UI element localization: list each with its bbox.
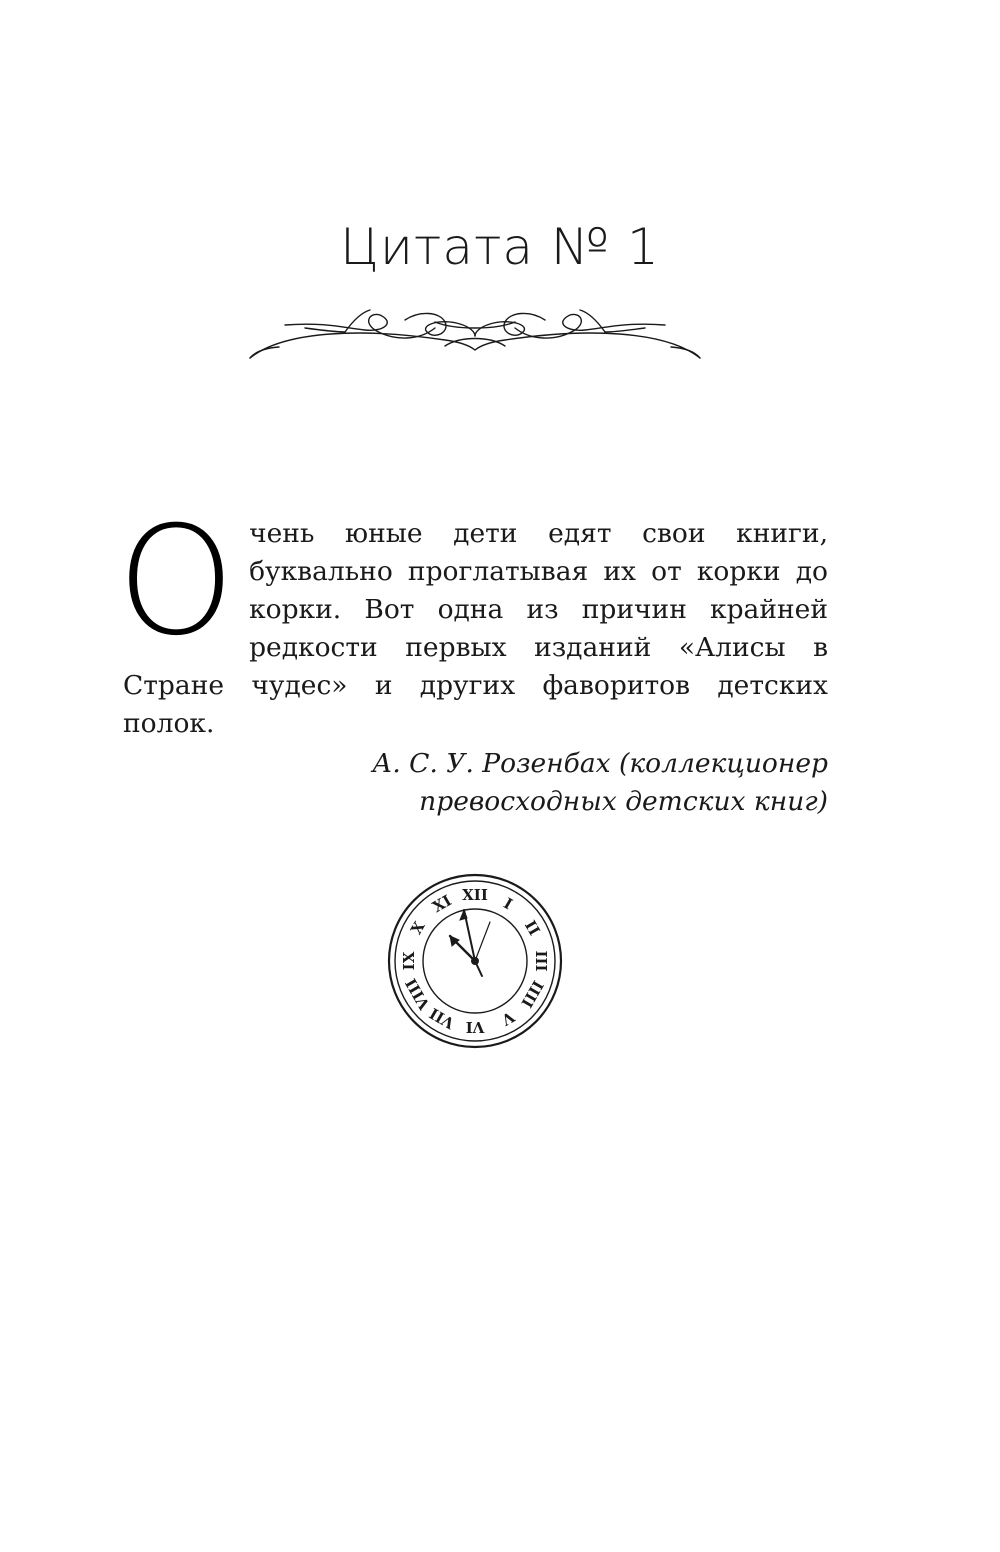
clock-numeral: IIII <box>517 977 548 1011</box>
clock-numeral: X <box>407 918 429 938</box>
clock-numeral: III <box>532 950 550 972</box>
clock-numeral: VII <box>426 1003 458 1033</box>
attribution <box>123 745 828 821</box>
clock-numeral: VIII <box>401 975 434 1013</box>
clock-numeral: VI <box>465 1018 485 1036</box>
attribution-line-1: А. С. У. Розенбах (коллекционер <box>372 748 828 779</box>
attribution-line-2: превосходных детских книг) <box>419 786 828 817</box>
quote-text: чень юные дети едят свои книги, буквально проглатывая их от корки до корки. Вот одна из причин крайней редкости первых изданий «Алисы в Стране чудес» и других фаворитов детских полок. <box>123 518 828 739</box>
roman-numeral-clock-icon <box>386 872 564 1050</box>
quote-block <box>117 495 828 821</box>
clock-numeral: XII <box>462 886 488 904</box>
clock-numeral: IX <box>400 951 418 971</box>
clock-numeral: XI <box>429 891 455 917</box>
chapter-title: Цитата № 1 <box>340 218 660 276</box>
clock-numeral: I <box>500 894 516 914</box>
flourish-divider-icon <box>245 300 705 370</box>
clock-numeral: V <box>498 1007 518 1029</box>
drop-cap: О <box>117 495 236 669</box>
clock-numeral: II <box>520 917 544 939</box>
